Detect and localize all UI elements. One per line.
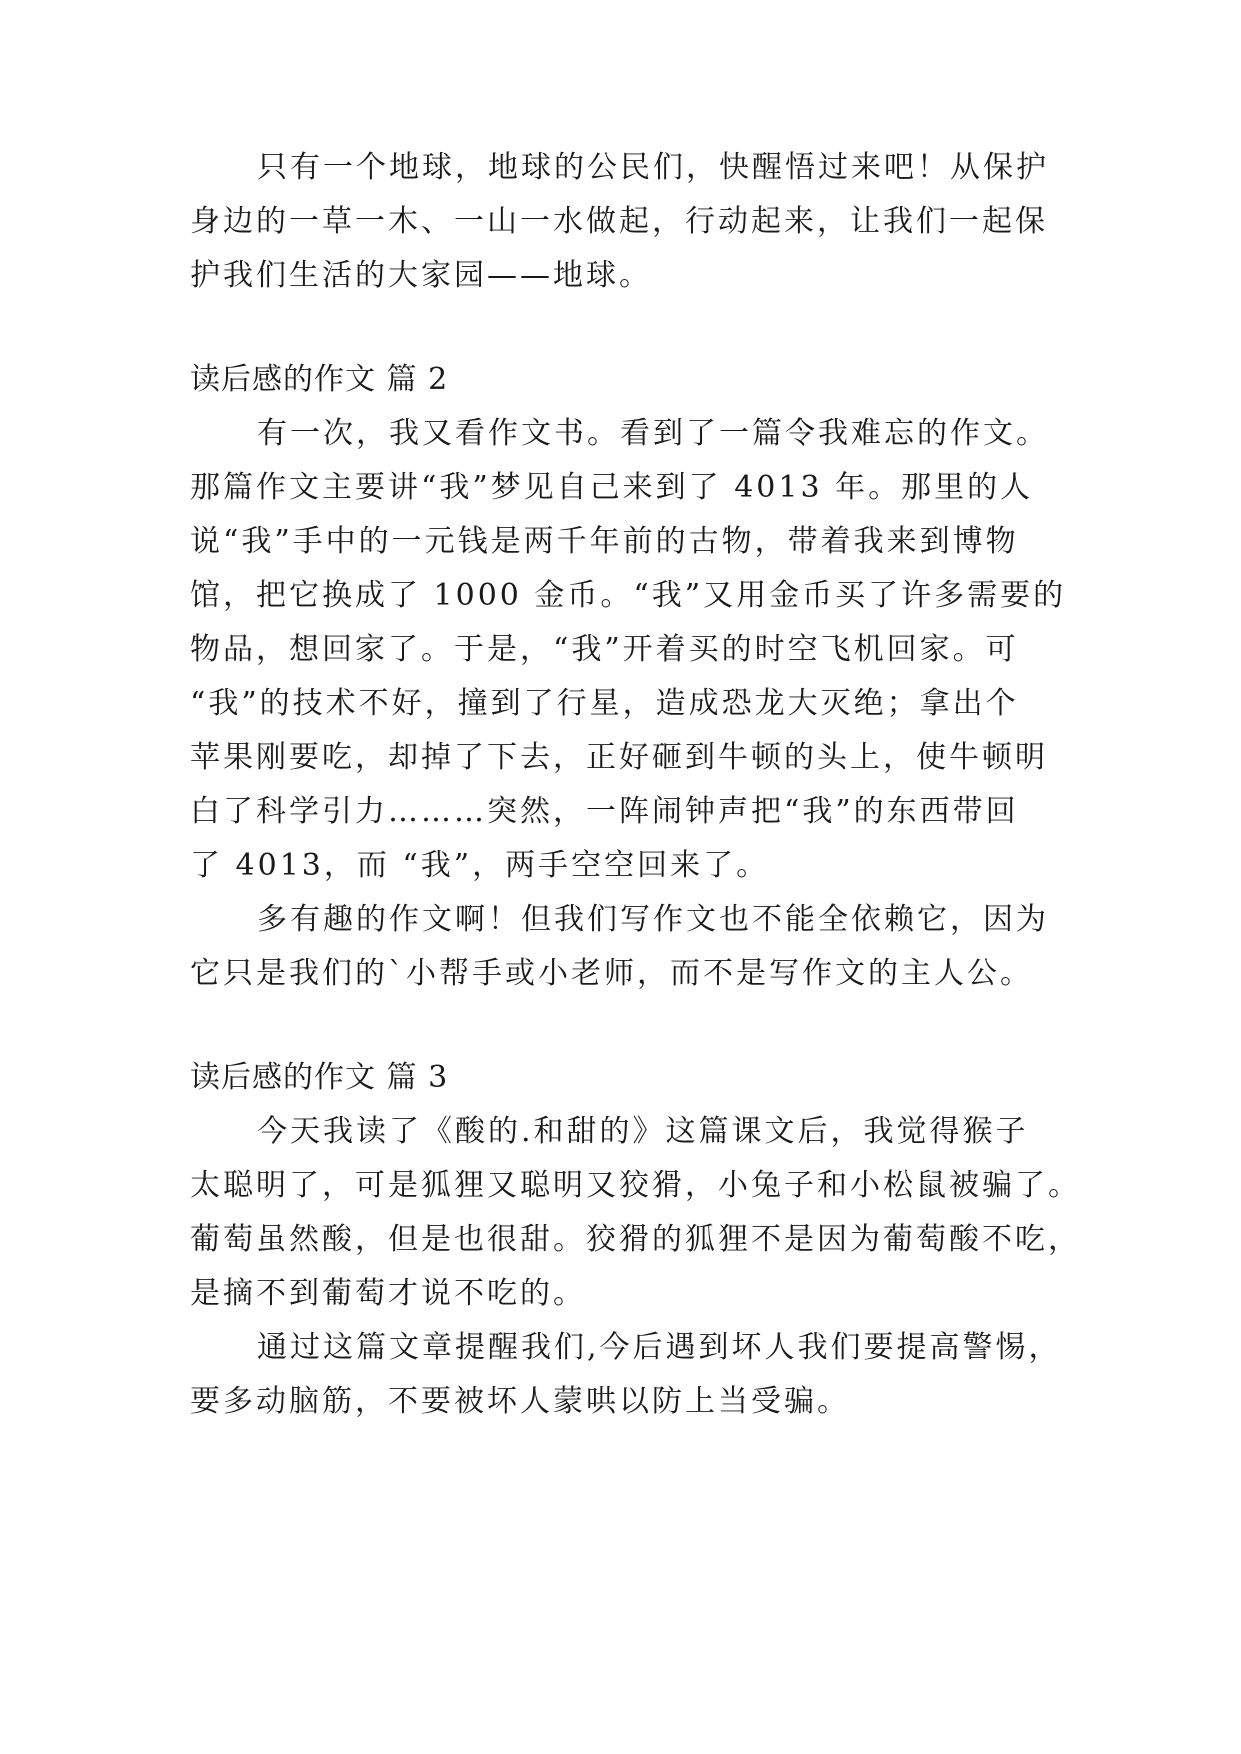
paragraph-line: 苹果刚要吃，却掉了下去，正好砸到牛顿的头上，使牛顿明	[190, 740, 1048, 775]
paragraph-line: 护我们生活的大家园——地球。	[190, 258, 652, 293]
paragraph-line: 葡萄虽然酸，但是也很甜。狡猾的狐狸不是因为葡萄酸不吃，	[190, 1222, 1081, 1257]
paragraph-line: 要多动脑筋，不要被坏人蒙哄以防上当受骗。	[190, 1384, 850, 1419]
paragraph-line: 了 4013，而 “我”，两手空空回来了。	[190, 848, 770, 883]
paragraph-line: 它只是我们的`小帮手或小老师，而不是写作文的主人公。	[190, 956, 1033, 991]
paragraph-line: 身边的一草一木、一山一水做起，行动起来，让我们一起保	[190, 204, 1048, 239]
paragraph-line: 是摘不到葡萄才说不吃的。	[190, 1276, 586, 1311]
section-heading: 读后感的作文 篇 3	[190, 1060, 449, 1095]
section-heading: 读后感的作文 篇 2	[190, 362, 449, 397]
paragraph-line: 物品，想回家了。于是，“我”开着买的时空飞机回家。可	[190, 632, 1019, 667]
paragraph-line: 有一次，我又看作文书。看到了一篇令我难忘的作文。	[257, 416, 1049, 451]
paragraph-line: 今天我读了《酸的.和甜的》这篇课文后，我觉得猴子	[257, 1114, 1029, 1149]
paragraph-line: 白了科学引力………突然，一阵闹钟声把“我”的东西带回	[190, 794, 1019, 829]
paragraph-line: 太聪明了，可是狐狸又聪明又狡猾，小兔子和小松鼠被骗了。	[190, 1168, 1081, 1203]
paragraph-line: 那篇作文主要讲“我”梦见自己来到了 4013 年。那里的人	[190, 470, 1034, 505]
paragraph-line: 只有一个地球，地球的公民们，快醒悟过来吧！从保护	[257, 150, 1049, 185]
paragraph-line: “我”的技术不好，撞到了行星，造成恐龙大灭绝；拿出个	[190, 686, 1019, 721]
paragraph-line: 馆，把它换成了 1000 金币。“我”又用金币买了许多需要的	[190, 578, 1067, 613]
paragraph-line: 通过这篇文章提醒我们,今后遇到坏人我们要提高警惕，	[257, 1330, 1062, 1365]
paragraph-line: 多有趣的作文啊！但我们写作文也不能全依赖它，因为	[257, 902, 1049, 937]
paragraph-line: 说“我”手中的一元钱是两千年前的古物，带着我来到博物	[190, 524, 1019, 559]
